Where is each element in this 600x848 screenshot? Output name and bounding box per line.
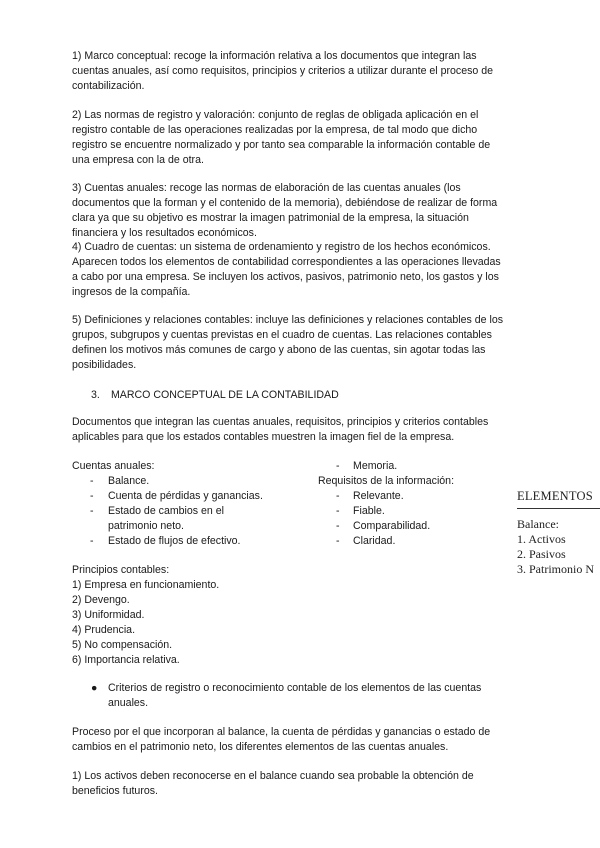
list-item: 5) No compensación. xyxy=(72,639,173,651)
list-title: Principios contables: xyxy=(72,564,170,576)
text-line: registro contable de las operaciones realizadas por la empresa, de tal modo que dicho xyxy=(72,124,478,136)
text-line: cuentas anuales, así como requisitos, principios y criterios a utilizar durante el proceso de xyxy=(72,65,494,77)
list-item: 4) Prudencia. xyxy=(72,624,136,636)
list-title: Cuentas anuales: xyxy=(72,460,155,472)
text-line: documentos que la forman y el contenido de la memoria), debiéndose de realizar de forma xyxy=(72,197,498,209)
section-number: 3. xyxy=(91,389,100,401)
text-line: 1) Marco conceptual: recoge la información relativa a los documentos que integran las xyxy=(72,50,477,62)
requisitos-list xyxy=(318,459,548,549)
list-item: - Claridad. xyxy=(336,535,396,547)
text-line: 2) Las normas de registro y valoración: conjunto de reglas de obligada aplicación en el xyxy=(72,109,479,121)
paragraph-cuadro-cuentas xyxy=(72,240,532,300)
principios-list xyxy=(72,563,532,668)
list-item: - Balance. xyxy=(90,475,150,487)
text-line: posibilidades. xyxy=(72,359,137,371)
text-line: definen los motivos más comunes de cargo y abono de las cuentas, sin agotar todas las xyxy=(72,344,486,356)
paragraph-activos xyxy=(72,769,532,799)
list-item: - Estado de cambios en el xyxy=(90,505,225,517)
elementos-figure xyxy=(517,488,600,577)
list-item: - Cuenta de pérdidas y ganancias. xyxy=(90,490,263,502)
figure-item: 3. Patrimonio N xyxy=(517,562,594,576)
list-item: - Relevante. xyxy=(336,490,404,502)
text-line: 1) Los activos deben reconocerse en el balance cuando sea probable la obtención de xyxy=(72,770,474,782)
text-line: ingresos de la compañía. xyxy=(72,286,191,298)
figure-item: 1. Activos xyxy=(517,532,566,546)
list-item: 3) Uniformidad. xyxy=(72,609,145,621)
text-line: Aparecen todos los elementos de contabilidad correspondientes a las operaciones llevadas xyxy=(72,256,501,268)
cuentas-anuales-list xyxy=(72,459,302,549)
text-line: Documentos que integran las cuentas anuales, requisitos, principios y criterios contables xyxy=(72,416,489,428)
text-line: 5) Definiciones y relaciones contables: incluye las definiciones y relaciones contables de los xyxy=(72,314,504,326)
text-line: contabilización. xyxy=(72,80,145,92)
text-line: grupos, subgrupos y cuentas previstas en el cuadro de cuentas. Las relaciones contables xyxy=(72,329,492,341)
section-title: MARCO CONCEPTUAL DE LA CONTABILIDAD xyxy=(110,389,339,401)
paragraph-marco-conceptual xyxy=(72,49,532,94)
text-line: beneficios futuros. xyxy=(72,785,158,797)
paragraph-cuentas-anuales xyxy=(72,181,532,241)
list-item: 1) Empresa en funcionamiento. xyxy=(72,579,220,591)
text-line: cambios en el patrimonio neto, los diferentes elementos de las cuentas anuales. xyxy=(72,741,449,753)
list-item: - Memoria. xyxy=(336,460,398,472)
list-item: - Estado de flujos de efectivo. xyxy=(90,535,241,547)
list-title: Requisitos de la información: xyxy=(318,475,455,487)
text-line: a cabo por una empresa. Se incluyen los activos, pasivos, patrimonio neto, los gastos y los xyxy=(72,271,499,283)
text-line: una empresa con la de otra. xyxy=(72,154,204,166)
text-line: Proceso por el que incorporan al balance, la cuenta de pérdidas y ganancias o estado de xyxy=(72,726,491,738)
text-line: 3) Cuentas anuales: recoge las normas de elaboración de las cuentas anuales (los xyxy=(72,182,461,194)
figure-divider xyxy=(517,508,600,509)
text-line: Criterios de registro o reconocimiento contable de los elementos de las cuentas xyxy=(108,682,482,694)
figure-title: ELEMENTOS xyxy=(517,489,593,503)
list-item: 6) Importancia relativa. xyxy=(72,654,180,666)
list-item: - Fiable. xyxy=(336,505,385,517)
paragraph-normas-registro xyxy=(72,108,532,168)
list-item: - Comparabilidad. xyxy=(336,520,431,532)
bullet-icon: ● xyxy=(91,682,98,694)
paragraph-proceso xyxy=(72,725,532,755)
paragraph-definiciones xyxy=(72,313,532,373)
list-item: 2) Devengo. xyxy=(72,594,130,606)
paragraph-intro xyxy=(72,415,532,445)
text-line: 4) Cuadro de cuentas: un sistema de ordenamiento y registro de los hechos económicos. xyxy=(72,241,491,253)
text-line: anuales. xyxy=(108,697,149,709)
list-item-continuation: patrimonio neto. xyxy=(108,520,184,532)
section-heading xyxy=(91,388,339,403)
figure-item: 2. Pasivos xyxy=(517,547,566,561)
text-line: clara ya que su objetivo es mostrar la imagen patrimonial de la empresa, la situación xyxy=(72,212,469,224)
text-line: registro se encuentre normalizado y por tanto sea comparable la información contable de xyxy=(72,139,491,151)
text-line: aplicables para que los estados contables muestren la imagen fiel de la empresa. xyxy=(72,431,455,443)
figure-subtitle: Balance: xyxy=(517,517,559,531)
text-line: financiera y los resultados económicos. xyxy=(72,227,257,239)
